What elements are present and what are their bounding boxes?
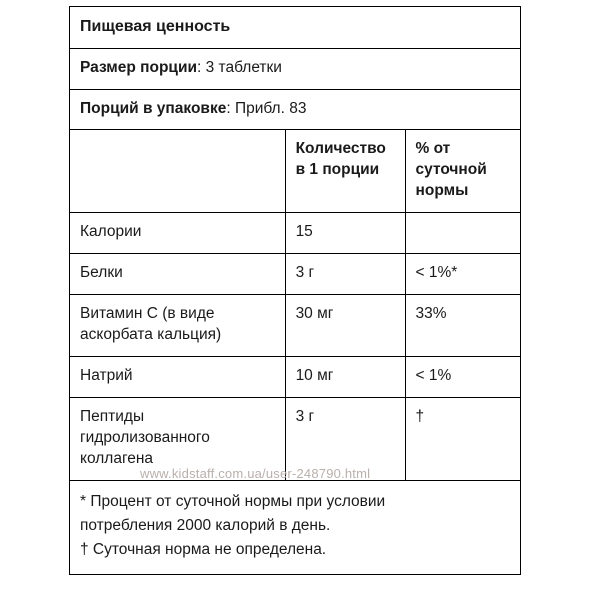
table-row-footnotes — [70, 480, 521, 574]
nutrient-name: Натрий — [70, 356, 286, 397]
serving-size-label: Размер порции — [80, 58, 198, 76]
header-dv-line1: % от — [415, 140, 451, 158]
footnote-line-2: потребления 2000 калорий в день. — [80, 516, 331, 534]
nutrient-name: Пептиды гидролизованного коллагена — [70, 397, 286, 480]
nutrient-dv: † — [405, 397, 520, 480]
nutrient-dv: < 1%* — [405, 254, 520, 295]
nutrient-name: Витамин С (в виде аскорбата кальция) — [70, 295, 286, 357]
nutrition-facts-panel — [69, 6, 521, 575]
servings-cell — [70, 89, 521, 130]
table-header-row — [70, 130, 521, 213]
nutrient-name: Белки — [70, 254, 286, 295]
serving-size-value: : 3 таблетки — [197, 58, 282, 76]
nutrient-dv: 33% — [405, 295, 520, 357]
table-row-title — [70, 7, 521, 49]
table-row-servings-per-container — [70, 89, 521, 130]
table-row — [70, 213, 521, 254]
header-dv-line2: суточной — [415, 161, 487, 179]
header-dv-line3: нормы — [415, 182, 469, 200]
nutrient-amount: 3 г — [285, 254, 405, 295]
watermark: www.kidstaff.com.ua/user-248790.html — [140, 466, 371, 481]
table-row — [70, 356, 521, 397]
footnotes-cell — [70, 480, 521, 574]
header-amount-line2: в 1 порции — [295, 161, 380, 179]
nutrition-facts-table — [69, 6, 521, 575]
nutrient-dv: < 1% — [405, 356, 520, 397]
table-row — [70, 397, 521, 480]
panel-title: Пищевая ценность — [70, 7, 521, 49]
nutrient-amount: 3 г — [285, 397, 405, 480]
servings-label: Порций в упаковке — [80, 99, 227, 117]
servings-value: : Прибл. 83 — [226, 99, 307, 117]
footnote-line-3: † Суточная норма не определена. — [80, 540, 327, 558]
serving-size-cell — [70, 48, 521, 89]
nutrient-amount: 30 мг — [285, 295, 405, 357]
header-amount-line1: Количество — [295, 140, 386, 158]
header-amount-cell — [285, 130, 405, 213]
table-row — [70, 254, 521, 295]
nutrient-amount: 15 — [285, 213, 405, 254]
nutrient-name: Калории — [70, 213, 286, 254]
table-row-serving-size — [70, 48, 521, 89]
header-blank-cell — [70, 130, 286, 213]
footnote-line-1: * Процент от суточной нормы при условии — [80, 492, 386, 510]
header-dv-cell — [405, 130, 520, 213]
table-row — [70, 295, 521, 357]
nutrient-amount: 10 мг — [285, 356, 405, 397]
nutrient-dv — [405, 213, 520, 254]
